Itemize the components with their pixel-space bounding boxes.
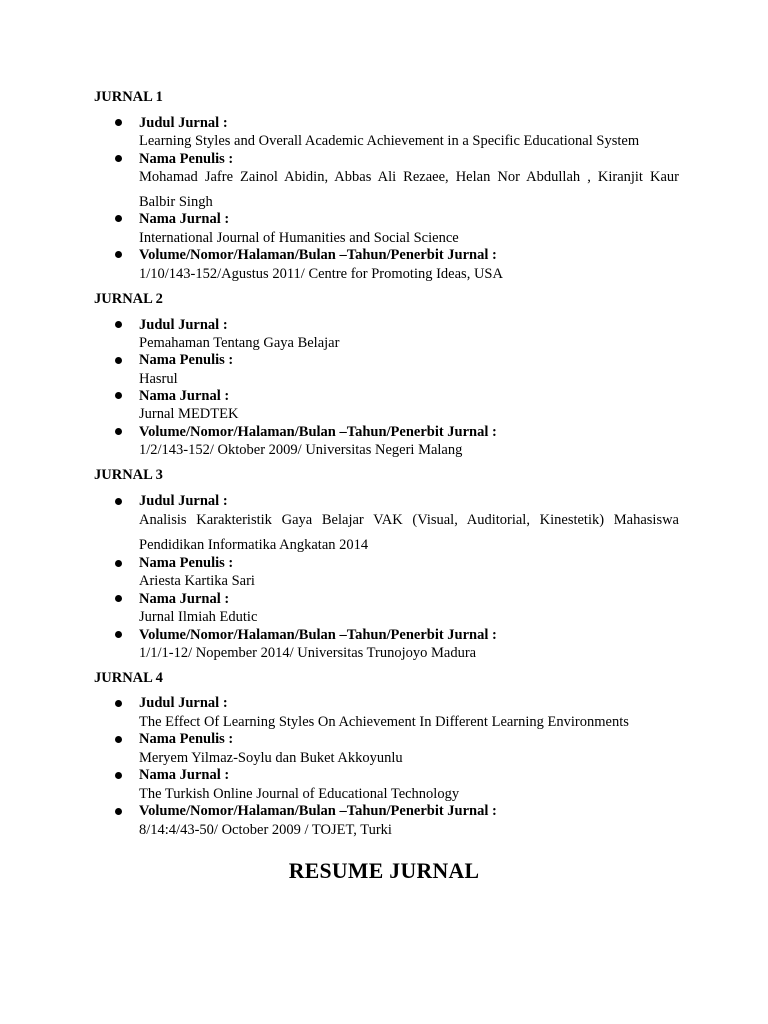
bullet-icon xyxy=(115,119,122,126)
journal-2-heading: JURNAL 2 xyxy=(94,291,163,307)
value-line: Analisis Karakteristik Gaya Belajar VAK (Visual, Auditorial, Kinestetik) Mahasiswa xyxy=(139,512,679,528)
value-line: The Effect Of Learning Styles On Achievement In Different Learning Environments xyxy=(139,714,629,730)
journal-1-journal-label: Nama Jurnal : xyxy=(139,211,230,227)
journal-1-journal-value xyxy=(139,229,679,247)
value-line: The Turkish Online Journal of Educational Technology xyxy=(139,786,460,802)
journal-1-title-label: Judul Jurnal : xyxy=(139,115,228,131)
journal-1-author-value xyxy=(139,168,679,211)
journal-1-title-value xyxy=(139,132,679,150)
journal-4-title-label: Judul Jurnal : xyxy=(139,695,228,711)
value-line: Meryem Yilmaz-Soylu dan Buket Akkoyunlu xyxy=(139,750,403,766)
value-line: Pendidikan Informatika Angkatan 2014 xyxy=(139,537,369,553)
value-line: Learning Styles and Overall Academic Achievement in a Specific Educational System xyxy=(139,133,640,149)
journal-4-journal-label: Nama Jurnal : xyxy=(139,767,230,783)
value-line: Pemahaman Tentang Gaya Belajar xyxy=(139,335,340,351)
value-line: Jurnal Ilmiah Edutic xyxy=(139,609,258,625)
bullet-icon xyxy=(115,736,122,743)
value-line: International Journal of Humanities and Social Science xyxy=(139,230,459,246)
journal-3-heading: JURNAL 3 xyxy=(94,467,163,483)
value-line: Hasrul xyxy=(139,371,178,387)
value-line: Mohamad Jafre Zainol Abidin, Abbas Ali Rezaee, Helan Nor Abdullah , Kiranjit Kaur xyxy=(139,169,679,185)
journal-2-volume-value xyxy=(139,441,679,459)
bullet-icon xyxy=(115,772,122,779)
journal-4-journal-value xyxy=(139,785,679,803)
journal-1-volume-value xyxy=(139,265,679,283)
journal-3-title-label: Judul Jurnal : xyxy=(139,493,228,509)
bullet-icon xyxy=(115,321,122,328)
journal-1-heading: JURNAL 1 xyxy=(94,89,163,105)
journal-3-author-value xyxy=(139,572,679,590)
journal-1-volume-label: Volume/Nomor/Halaman/Bulan –Tahun/Penerbit Jurnal : xyxy=(139,247,497,263)
bullet-icon xyxy=(115,595,122,602)
bullet-icon xyxy=(115,428,122,435)
value-line: 8/14:4/43-50/ October 2009 / TOJET, Turki xyxy=(139,822,392,838)
value-line: 1/10/143-152/Agustus 2011/ Centre for Promoting Ideas, USA xyxy=(139,266,503,282)
journal-2-journal-label: Nama Jurnal : xyxy=(139,388,230,404)
journal-1-author-label: Nama Penulis : xyxy=(139,151,234,167)
bullet-icon xyxy=(115,808,122,815)
bullet-icon xyxy=(115,498,122,505)
resume-heading: RESUME JURNAL xyxy=(288,859,480,883)
bullet-icon xyxy=(115,560,122,567)
bullet-icon xyxy=(115,215,122,222)
journal-2-author-value xyxy=(139,370,679,388)
bullet-icon xyxy=(115,700,122,707)
journal-4-title-value xyxy=(139,713,679,731)
bullet-icon xyxy=(115,155,122,162)
journal-2-volume-label: Volume/Nomor/Halaman/Bulan –Tahun/Penerbit Jurnal : xyxy=(139,424,497,440)
bullet-icon xyxy=(115,357,122,364)
bullet-icon xyxy=(115,631,122,638)
journal-2-title-label: Judul Jurnal : xyxy=(139,317,228,333)
value-line: 1/2/143-152/ Oktober 2009/ Universitas Negeri Malang xyxy=(139,442,463,458)
bullet-icon xyxy=(115,392,122,399)
journal-3-volume-value xyxy=(139,644,679,662)
bullet-icon xyxy=(115,251,122,258)
journal-2-title-value xyxy=(139,334,679,352)
journal-4-volume-label: Volume/Nomor/Halaman/Bulan –Tahun/Penerbit Jurnal : xyxy=(139,803,497,819)
value-line: 1/1/1-12/ Nopember 2014/ Universitas Trunojoyo Madura xyxy=(139,645,477,661)
journal-2-journal-value xyxy=(139,405,679,423)
value-line: Jurnal MEDTEK xyxy=(139,406,239,422)
journal-3-journal-label: Nama Jurnal : xyxy=(139,591,230,607)
journal-3-author-label: Nama Penulis : xyxy=(139,555,234,571)
journal-4-heading: JURNAL 4 xyxy=(94,670,163,686)
journal-3-volume-label: Volume/Nomor/Halaman/Bulan –Tahun/Penerbit Jurnal : xyxy=(139,627,497,643)
journal-4-volume-value xyxy=(139,821,679,839)
journal-3-title-value xyxy=(139,511,679,554)
value-line: Balbir Singh xyxy=(139,194,213,210)
journal-4-author-label: Nama Penulis : xyxy=(139,731,234,747)
value-line: Ariesta Kartika Sari xyxy=(139,573,255,589)
journal-2-author-label: Nama Penulis : xyxy=(139,352,234,368)
journal-3-journal-value xyxy=(139,608,679,626)
journal-4-author-value xyxy=(139,749,679,767)
